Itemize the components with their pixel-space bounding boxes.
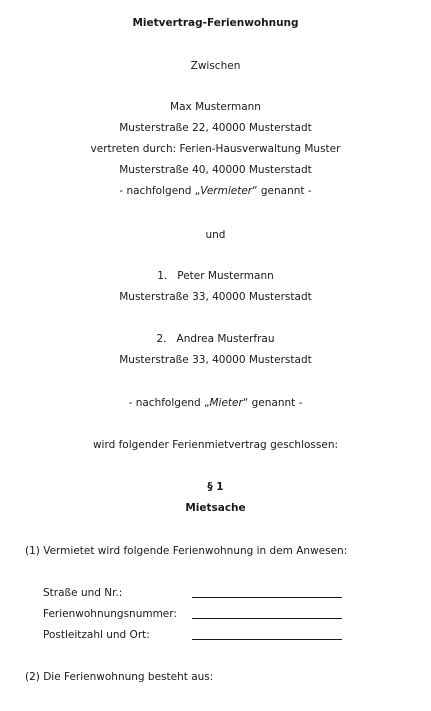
field-label-street: Straße und Nr.:	[43, 587, 123, 599]
clause-1-text: (1) Vermietet wird folgende Ferienwohnung in dem Anwesen:	[25, 545, 348, 557]
document-title: Mietvertrag-Ferienwohnung	[132, 17, 299, 29]
tenant-role-line	[0, 397, 431, 409]
landlord-role-suffix: “ genannt -	[252, 185, 312, 197]
conclusion-sentence: wird folgender Ferienmietvertrag geschlossen:	[92, 439, 339, 451]
landlord-address: Musterstraße 22, 40000 Musterstadt	[119, 122, 312, 134]
tenant-role-word: Mieter	[209, 397, 243, 409]
clause-2-text: (2) Die Ferienwohnung besteht aus:	[25, 671, 214, 683]
landlord-name: Max Mustermann	[170, 101, 261, 113]
field-blank-apartment-number[interactable]	[192, 618, 342, 619]
field-label-apartment-number: Ferienwohnungsnummer:	[43, 608, 177, 620]
tenant-1-line	[0, 270, 431, 282]
tenant-1-number: 1.	[157, 270, 168, 282]
field-blank-postcode-city[interactable]	[192, 639, 342, 640]
tenant-2-line	[0, 333, 431, 345]
tenant-2-number: 2.	[156, 333, 167, 345]
tenant-role-prefix: - nachfolgend „	[128, 397, 210, 409]
tenant-2-address: Musterstraße 33, 40000 Musterstadt	[119, 354, 312, 366]
field-blank-street[interactable]	[192, 597, 342, 598]
between-label: Zwischen	[190, 60, 241, 72]
representative-address: Musterstraße 40, 40000 Musterstadt	[119, 164, 312, 176]
and-label: und	[205, 229, 226, 241]
field-label-postcode-city: Postleitzahl und Ort:	[43, 629, 150, 641]
tenant-1-address: Musterstraße 33, 40000 Musterstadt	[119, 291, 312, 303]
tenant-2-name: Andrea Musterfrau	[176, 333, 275, 345]
landlord-representative: vertreten durch: Ferien-Hausverwaltung Muster	[90, 143, 341, 155]
tenant-role-suffix: “ genannt -	[242, 397, 303, 409]
tenant-1-name: Peter Mustermann	[177, 270, 274, 282]
landlord-role-word: Vermieter	[200, 185, 253, 197]
landlord-role-line	[0, 185, 431, 197]
section-number: § 1	[207, 481, 224, 493]
landlord-role-prefix: - nachfolgend „	[119, 185, 201, 197]
section-heading: Mietsache	[185, 502, 246, 514]
